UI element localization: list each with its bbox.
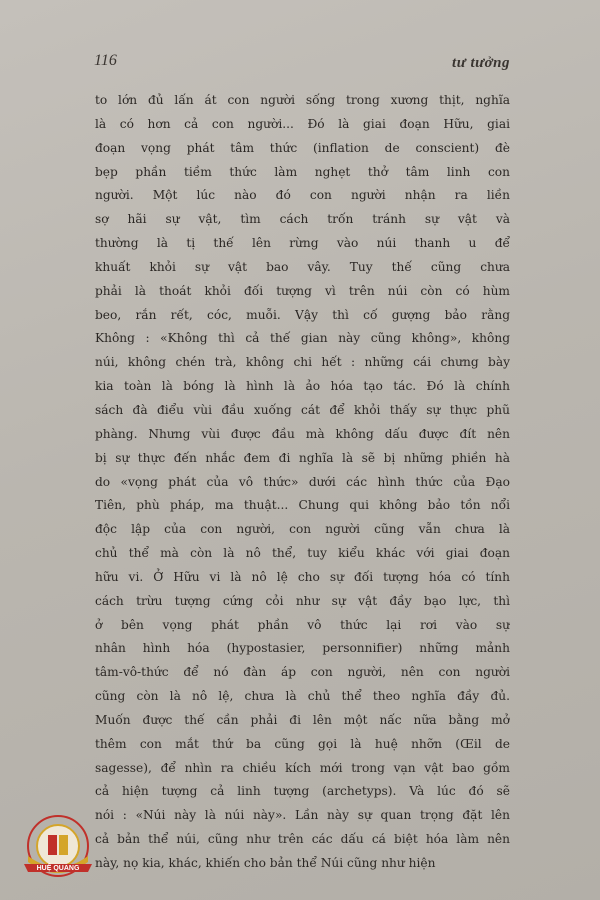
text-line: đoạn vọng phát tâm thức (inflation de conscient) đè (95, 140, 510, 155)
svg-text:HUỆ QUANG: HUỆ QUANG (36, 865, 80, 872)
text-line: sách đà điểu vùi đầu xuống cát để khỏi thấy sự thực phũ (95, 402, 510, 417)
text-line: sợ hãi sự vật, tìm cách trốn tránh sự vật và (95, 212, 510, 227)
text-line: thường là tị thế lên rừng vào núi thanh u để (95, 236, 510, 251)
text-line: beo, rắn rết, cóc, muỗi. Vậy thì cố gượng bảo rằng (95, 307, 510, 322)
text-line: cả bản thể núi, cũng như trên các dấu cá biệt hóa làm nên (95, 832, 510, 847)
text-line: cả hiện tượng cả linh tượng (archetyps). Và lúc đó sẽ (95, 784, 510, 799)
text-line: nói : «Núi này là núi này». Lần này sự quan trọng đặt lên (95, 808, 510, 823)
text-line: bẹp phần tiềm thức làm nghẹt thở tâm linh con (95, 164, 510, 179)
huequang-seal-logo (18, 812, 98, 888)
text-line: khuất khỏi sự vật bao vây. Tuy thế cũng chưa (95, 259, 510, 274)
text-line: Muốn được thế cần phải đi lên một nấc nữa bằng mở (95, 712, 510, 727)
text-line: chủ thể mà còn là nô thể, tuy kiểu khác với giai đoạn (95, 546, 510, 561)
text-line: hữu vi. Ở Hữu vi là nô lệ cho sự đối tượng hóa có tính (95, 569, 510, 584)
text-line: nhân hình hóa (hypostasier, personnifier) những mảnh (95, 641, 510, 656)
text-line: do «vọng phát của vô thức» dưới các hình thức của Đạo (95, 474, 510, 489)
text-line: cũng còn là nô lệ, chưa là chủ thể theo nghĩa đầy đủ. (95, 689, 510, 704)
text-line: núi, không chén trà, không chi hết : những cái chưng bày (95, 355, 510, 370)
text-line: người. Một lúc nào đó con người nhận ra liền (95, 188, 510, 203)
text-line: tâm-vô-thức để nó đàn áp con người, nên con người (95, 665, 510, 680)
text-line: phải là thoát khỏi đối tượng vì trên núi còn có hùm (95, 283, 510, 298)
text-line: kia toàn là bóng là hình là ảo hóa tạo tác. Đó là chính (95, 379, 510, 394)
running-head: tư tưởng (452, 55, 510, 71)
text-line: bị sự thực đến nhắc đem đi nghĩa là sẽ bị những phiền hà (95, 450, 510, 465)
text-line: cách trừu tượng cứng cỏi như sự vật đầy bạo lực, thì (95, 593, 510, 608)
text-line: là có hơn cả con người... Đó là giai đoạn Hữu, giai (95, 116, 510, 131)
text-line: ở bên vọng phát phần vô thức lại rơi vào sự (95, 617, 510, 632)
text-line: này, nọ kia, khác, khiến cho bản thể Núi cũng như hiện (95, 856, 436, 870)
body-paragraph (95, 89, 510, 876)
text-line: độc lập của con người, con người cũng vẫn chưa là (95, 522, 510, 537)
text-line: phàng. Nhưng vùi được đầu mà không dấu được đít nên (95, 426, 510, 441)
page-number: 116 (94, 52, 117, 69)
text-line: sagesse), để nhìn ra chiều kích mới trong vạn vật bao gồm (95, 760, 510, 775)
text-line: thêm con mắt thứ ba cũng gọi là huệ nhỡn (Œil de (95, 736, 510, 751)
text-line: Không : «Không thì cả thế gian này cũng không», không (95, 331, 510, 346)
text-line: Tiên, phù pháp, ma thuật... Chung qui không bảo tồn nổi (95, 498, 510, 513)
text-line: to lớn đủ lấn át con người sống trong xương thịt, nghĩa (95, 93, 510, 107)
